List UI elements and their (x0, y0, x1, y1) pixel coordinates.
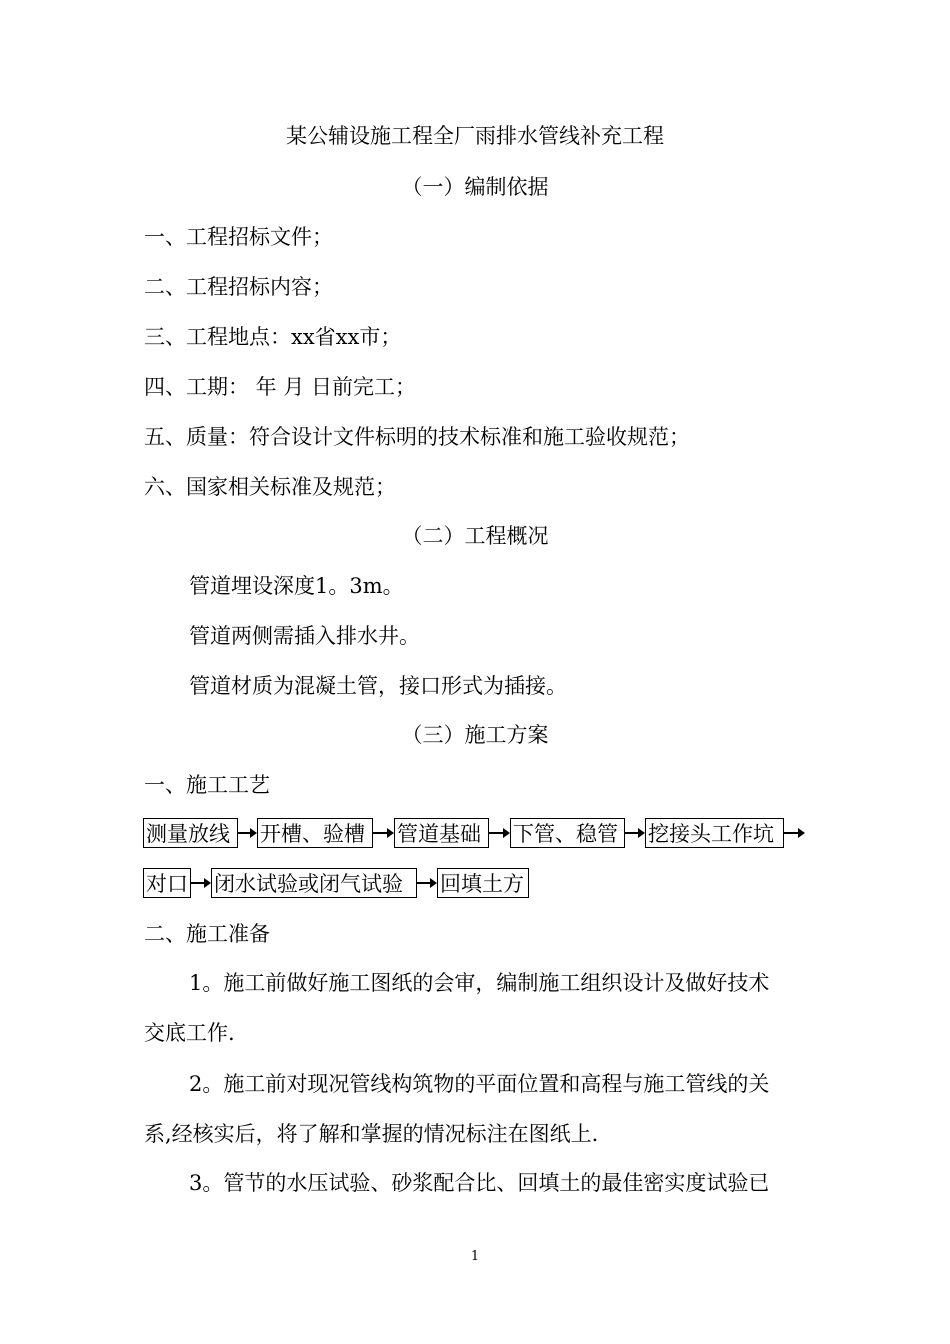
flow-arrow (625, 832, 643, 834)
subheading-process: 一、施工工艺 (144, 773, 270, 797)
flow-step-box: 对口 (143, 868, 191, 898)
basis-item: 四、工期： 年 月 日前完工； (144, 375, 417, 399)
flow-step-box: 测量放线 (143, 818, 238, 848)
basis-item: 一、工程招标文件； (144, 225, 333, 249)
prep-paragraph-continuation: 交底工作. (144, 1021, 235, 1045)
basis-item: 三、工程地点：xx省xx市； (144, 325, 402, 349)
overview-paragraph: 管道材质为混凝土管，接口形式为插接。 (189, 674, 567, 698)
overview-paragraph: 管道两侧需插入排水井。 (189, 624, 420, 648)
section-heading-basis: （一）编制依据 (401, 175, 549, 199)
basis-item: 六、国家相关标准及规范； (144, 475, 396, 499)
overview-paragraph: 管道埋设深度1。3m。 (189, 574, 404, 598)
basis-item: 二、工程招标内容； (144, 275, 333, 299)
flow-step-box: 管道基础 (394, 818, 489, 848)
flow-arrow (417, 882, 435, 884)
flow-arrow (489, 832, 508, 834)
flow-step-box: 开槽、验槽 (257, 818, 373, 848)
flow-arrow (238, 832, 255, 834)
flow-arrow (784, 832, 803, 834)
flow-step-box: 闭水试验或闭气试验 (211, 868, 417, 898)
subheading-preparation: 二、施工准备 (144, 922, 270, 946)
prep-paragraph: 3。管节的水压试验、砂浆配合比、回填土的最佳密实度试验已 (189, 1171, 770, 1195)
flow-step-box: 下管、稳管 (510, 818, 625, 848)
page-number: 1 (470, 1249, 480, 1264)
flow-arrow (191, 882, 209, 884)
section-heading-overview: （二）工程概况 (401, 524, 549, 548)
document-title: 某公辅设施工程全厂雨排水管线补充工程 (286, 124, 664, 148)
flow-arrow (373, 832, 392, 834)
section-heading-plan: （三）施工方案 (401, 723, 549, 747)
flow-step-box: 回填土方 (437, 868, 529, 898)
basis-item: 五、质量：符合设计文件标明的技术标准和施工验收规范； (144, 425, 690, 449)
prep-paragraph: 2。施工前对现况管线构筑物的平面位置和高程与施工管线的关 (189, 1072, 770, 1096)
prep-paragraph-continuation: 系,经核实后，将了解和掌握的情况标注在图纸上. (144, 1122, 599, 1146)
prep-paragraph: 1。施工前做好施工图纸的会审，编制施工组织设计及做好技术 (189, 971, 770, 995)
flow-step-box: 挖接头工作坑 (645, 818, 784, 848)
